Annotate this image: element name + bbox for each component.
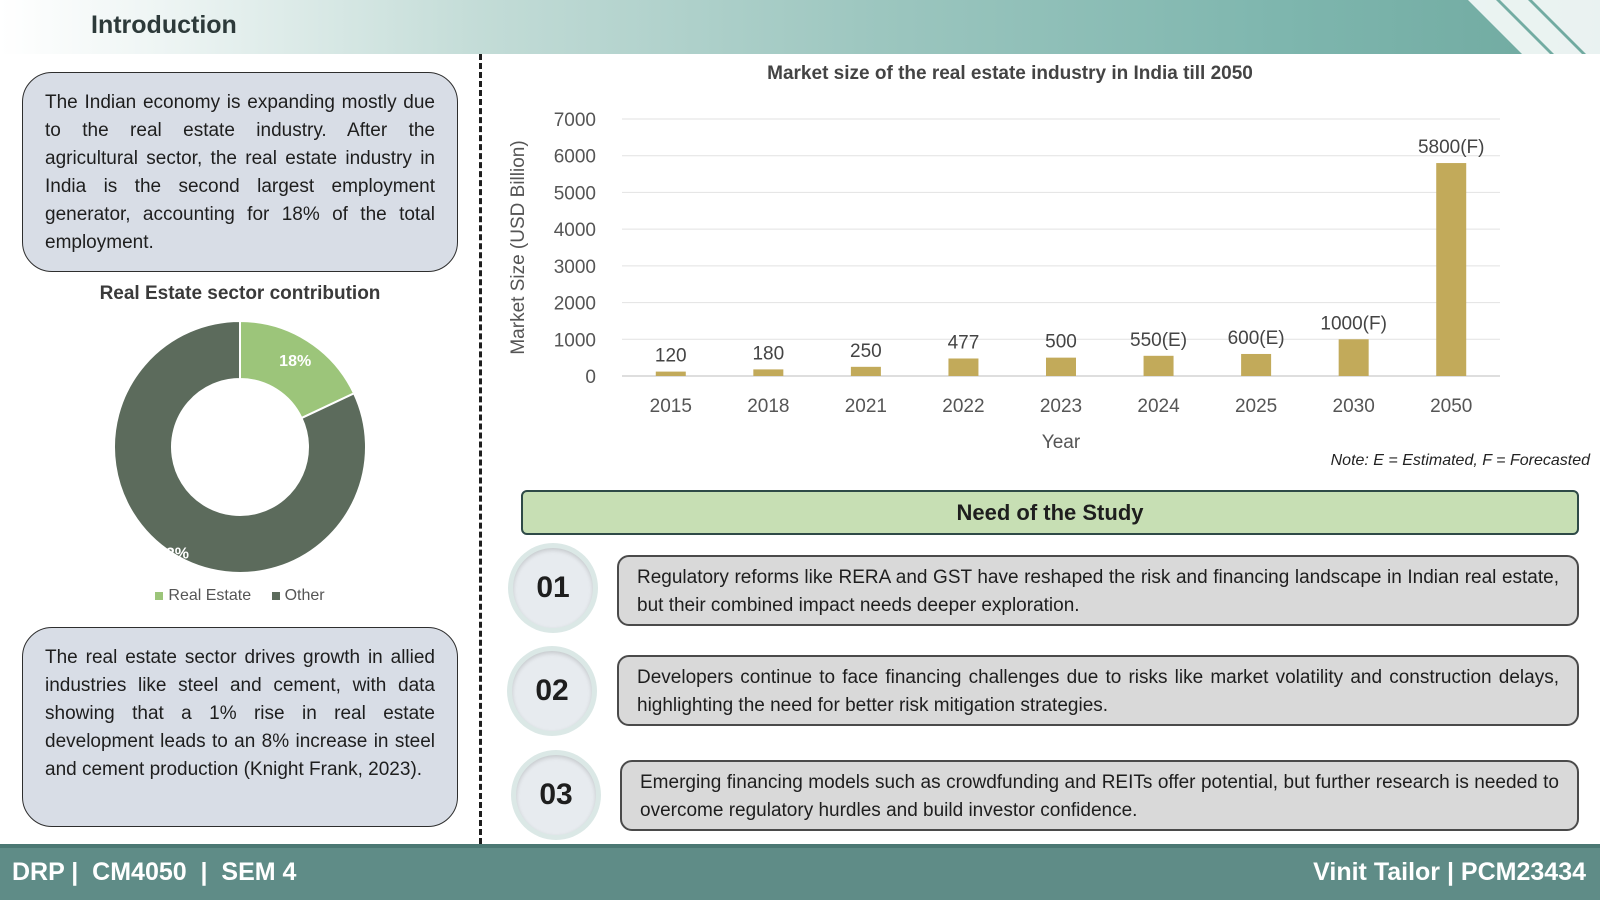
bar-chart-title: Market size of the real estate industry in India till 2050 — [767, 63, 1253, 84]
header-stripes-decoration — [0, 0, 1600, 54]
x-tick-label-2024: 2024 — [1137, 396, 1180, 417]
legend-swatch-real-estate — [155, 592, 163, 600]
y-tick-label-6000: 6000 — [553, 146, 596, 168]
donut-legend — [22, 587, 458, 605]
x-tick-label-2030: 2030 — [1332, 396, 1375, 417]
x-tick-label-2015: 2015 — [649, 396, 692, 417]
need-of-study-banner: Need of the Study — [521, 490, 1579, 535]
y-tick-label-0: 0 — [585, 367, 596, 388]
data-label-2025: 600(E) — [1227, 327, 1285, 349]
x-tick-label-2021: 2021 — [844, 396, 888, 417]
x-axis-label: Year — [1041, 432, 1081, 453]
bar-2024 — [1144, 356, 1174, 376]
bar-2030 — [1339, 339, 1369, 376]
legend-label-other: Other — [284, 587, 325, 604]
footer-author-info: Vinit Tailor | PCM23434 — [1313, 858, 1586, 886]
growth-textbox: The real estate sector drives growth in allied industries like steel and cement, with data showing that a 1% rise in real estate development leads to an 8% increase in steel and cement production (Knight Frank, 2023). — [22, 627, 458, 827]
x-tick-label-2050: 2050 — [1430, 396, 1473, 417]
footer-bar — [0, 844, 1600, 900]
y-tick-label-2000: 2000 — [553, 293, 596, 315]
donut-chart-title: Real Estate sector contribution — [99, 283, 381, 304]
y-tick-label-4000: 4000 — [553, 220, 596, 242]
header-bar — [0, 0, 1600, 54]
chart-note: Note: E = Estimated, F = Forecasted — [1330, 452, 1590, 469]
x-tick-label-2023: 2023 — [1039, 396, 1083, 417]
y-tick-label-5000: 5000 — [553, 183, 596, 205]
donut-label-real-estate: 18% — [279, 353, 312, 371]
point-number-03: 03 — [516, 755, 596, 835]
x-tick-label-2022: 2022 — [942, 396, 985, 417]
bar-2025 — [1241, 354, 1271, 376]
page-title: Introduction — [91, 11, 237, 39]
data-label-2015: 120 — [654, 345, 687, 367]
legend-label-real-estate: Real Estate — [168, 587, 252, 604]
column-divider — [479, 54, 482, 844]
bar-2050 — [1436, 163, 1466, 376]
point-number-01: 01 — [513, 548, 593, 628]
footer-course-info: DRP | CM4050 | SEM 4 — [12, 858, 297, 886]
bar-2022 — [948, 358, 978, 376]
legend-item-real-estate — [155, 587, 251, 605]
x-tick-label-2025: 2025 — [1234, 396, 1278, 417]
y-axis-label: Market Size (USD Billion) — [508, 140, 529, 355]
data-label-2022: 477 — [947, 332, 980, 354]
bar-2021 — [851, 367, 881, 376]
legend-swatch-other — [272, 592, 280, 600]
market-size-bar-chart — [500, 54, 1600, 464]
data-label-2050: 5800(F) — [1417, 137, 1485, 159]
data-label-2018: 180 — [752, 343, 785, 365]
point-box-01: Regulatory reforms like RERA and GST have reshaped the risk and financing landscape in Indian real estate, but their combined impact needs deeper exploration. — [617, 555, 1579, 626]
point-box-03: Emerging financing models such as crowdfunding and REITs offer potential, but further research is needed to overcome regulatory hurdles and build investor confidence. — [620, 760, 1579, 831]
bar-2023 — [1046, 358, 1076, 376]
donut-label-other: 82% — [157, 545, 190, 563]
bar-2015 — [656, 372, 686, 376]
data-label-2021: 250 — [850, 340, 882, 362]
bar-2018 — [753, 369, 783, 376]
data-label-2030: 1000(F) — [1320, 313, 1387, 335]
data-label-2024: 550(E) — [1130, 329, 1188, 351]
y-tick-label-1000: 1000 — [553, 330, 596, 352]
point-number-02: 02 — [512, 651, 592, 731]
data-label-2023: 500 — [1045, 331, 1077, 353]
intro-textbox: The Indian economy is expanding mostly due to the real estate industry. After the agricultural sector, the real estate industry in India is the second largest employment generator, accounting for 18% of the total employment. — [22, 72, 458, 272]
x-tick-label-2018: 2018 — [747, 396, 790, 417]
y-tick-label-3000: 3000 — [553, 256, 596, 278]
point-box-02: Developers continue to face financing challenges due to risks like market volatility and construction delays, highlighting the need for better risk mitigation strategies. — [617, 655, 1579, 726]
legend-item-other — [272, 587, 325, 605]
donut-chart — [100, 313, 380, 581]
y-tick-label-7000: 7000 — [553, 110, 596, 131]
